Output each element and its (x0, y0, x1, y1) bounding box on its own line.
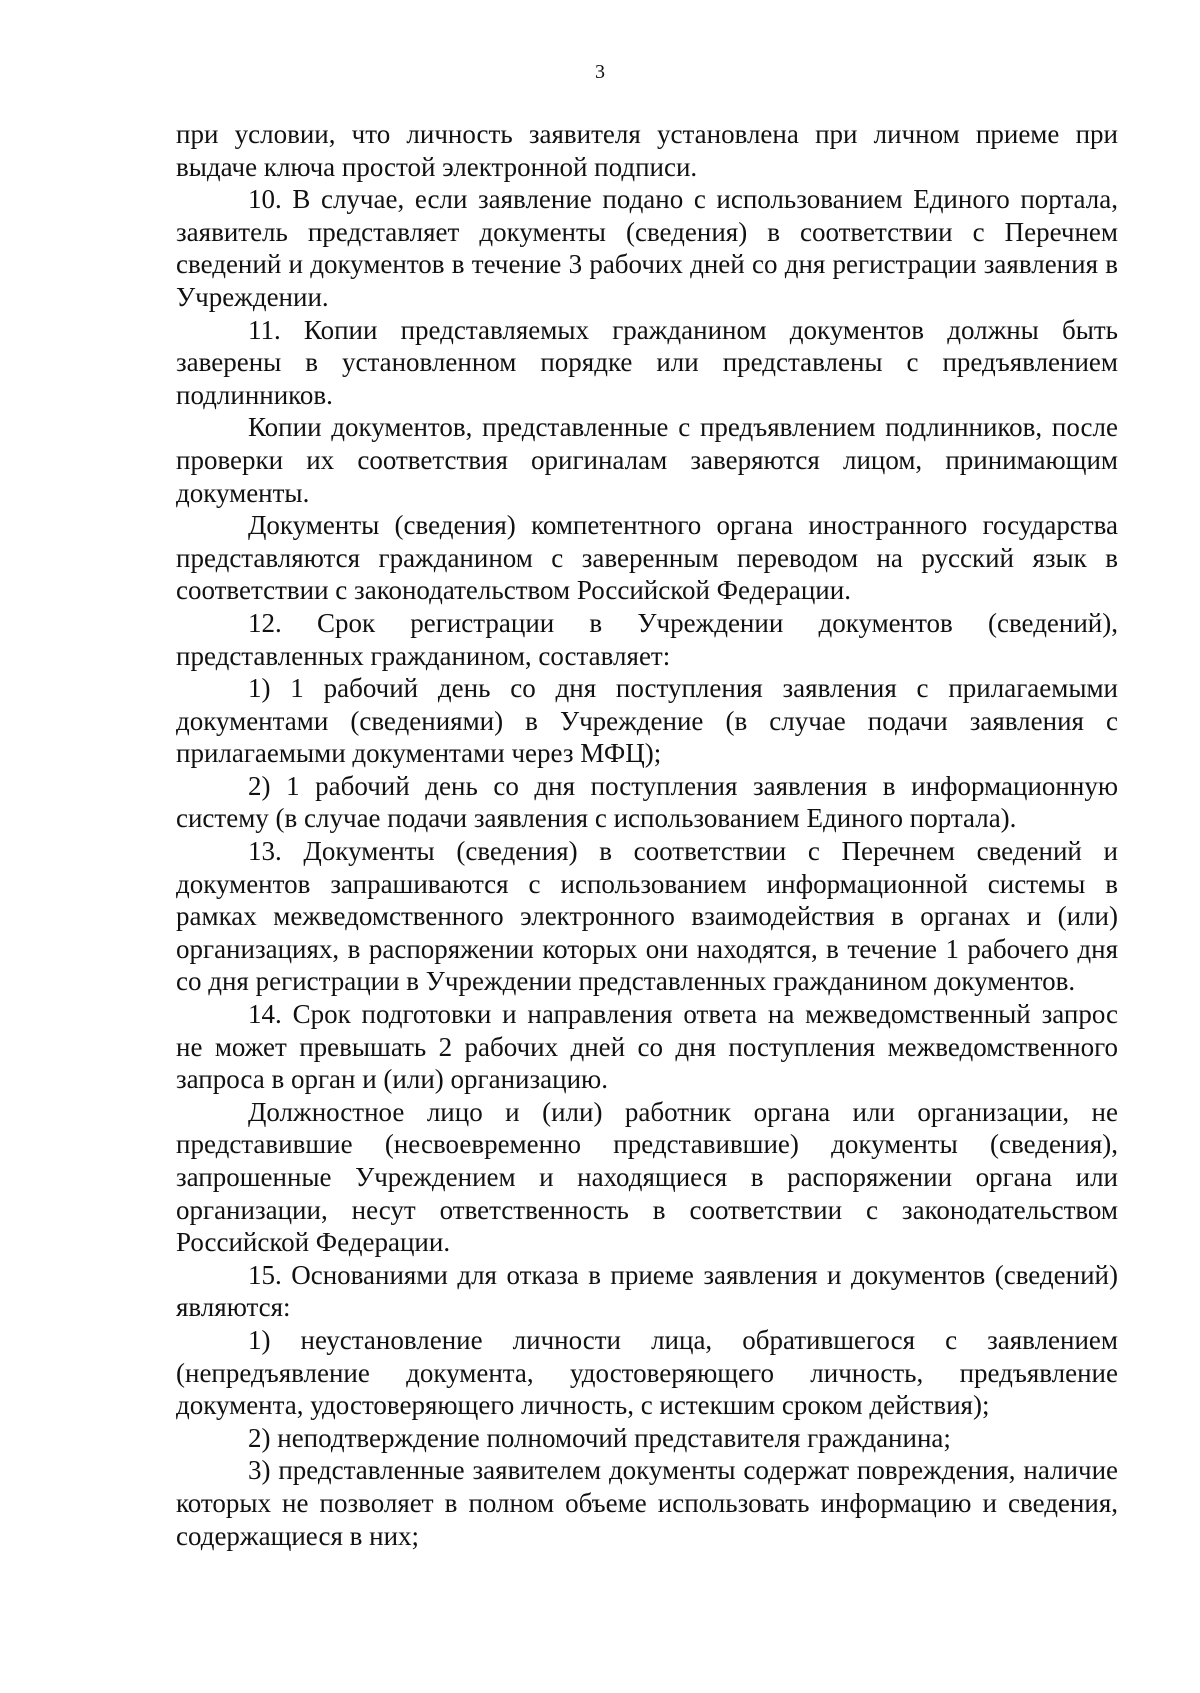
paragraph-item-14: 14. Срок подготовки и направления ответа на межведомственный запрос не может превышать 2 рабочих дней со дня поступления межведомственного запроса в орган и (или) организацию. (176, 999, 1118, 1095)
paragraph-item-11: 11. Копии представляемых гражданином документов должны быть заверены в установленном порядке или представлены с предъявлением подлинников. (176, 314, 1118, 410)
paragraph-responsibility: Должностное лицо и (или) работник органа или организации, не представившие (несвоевременно представившие) документы (сведения), запрошенные Учреждением и находящиеся в распоряжении органа или организации, несут ответственность в соответствии с законодательством Российской Федерации. (176, 1096, 1118, 1258)
page-number: 3 (595, 61, 605, 83)
paragraph-item-13: 13. Документы (сведения) в соответствии с Перечнем сведений и документов запрашиваются с использованием информационной системы в рамках межведомственного электронного взаимодействия в органах и (или) организациях, в распоряжении которых они находятся, в течение 1 рабочего дня со дня регистрации в Учреждении представленных гражданином документов. (176, 836, 1118, 997)
document-body (176, 118, 1118, 1552)
paragraph-item-12-sub-2: 2) 1 рабочий день со дня поступления заявления в информационную систему (в случае подачи заявления с использованием Единого портала). (176, 770, 1118, 834)
paragraph-item-10: 10. В случае, если заявление подано с использованием Единого портала, заявитель представляет документы (сведения) в соответствии с Перечнем сведений и документов в течение 3 рабочих дней со дня регистрации заявления в Учреждении. (176, 184, 1118, 312)
paragraph-item-12: 12. Срок регистрации в Учреждении документов (сведений), представленных гражданином, составляет: (176, 607, 1118, 671)
paragraph-item-12-sub-1: 1) 1 рабочий день со дня поступления заявления с прилагаемыми документами (сведениями) в Учреждение (в случае подачи заявления с прилагаемыми документами через МФЦ); (176, 673, 1118, 769)
paragraph-continuation: при условии, что личность заявителя установлена при личном приеме при выдаче ключа простой электронной подписи. (176, 119, 1118, 182)
paragraph-copies-certification: Копии документов, представленные с предъявлением подлинников, после проверки их соответствия оригиналам заверяются лицом, принимающим документы. (176, 412, 1118, 508)
paragraph-item-15: 15. Основаниями для отказа в приеме заявления и документов (сведений) являются: (176, 1259, 1118, 1323)
paragraph-foreign-documents: Документы (сведения) компетентного органа иностранного государства представляются гражданином с заверенным переводом на русский язык в соответствии с законодательством Российской Федерации. (176, 510, 1118, 606)
paragraph-item-15-sub-1: 1) неустановление личности лица, обратившегося с заявлением (непредъявление документа, удостоверяющего личность, предъявление документа, удостоверяющего личность, с истекшим сроком действия); (176, 1324, 1118, 1421)
paragraph-item-15-sub-2: 2) неподтверждение полномочий представителя гражданина; (248, 1422, 951, 1453)
paragraph-item-15-sub-3: 3) представленные заявителем документы содержат повреждения, наличие которых не позволяет в полном объеме использовать информацию и сведения, содержащиеся в них; (176, 1455, 1118, 1551)
